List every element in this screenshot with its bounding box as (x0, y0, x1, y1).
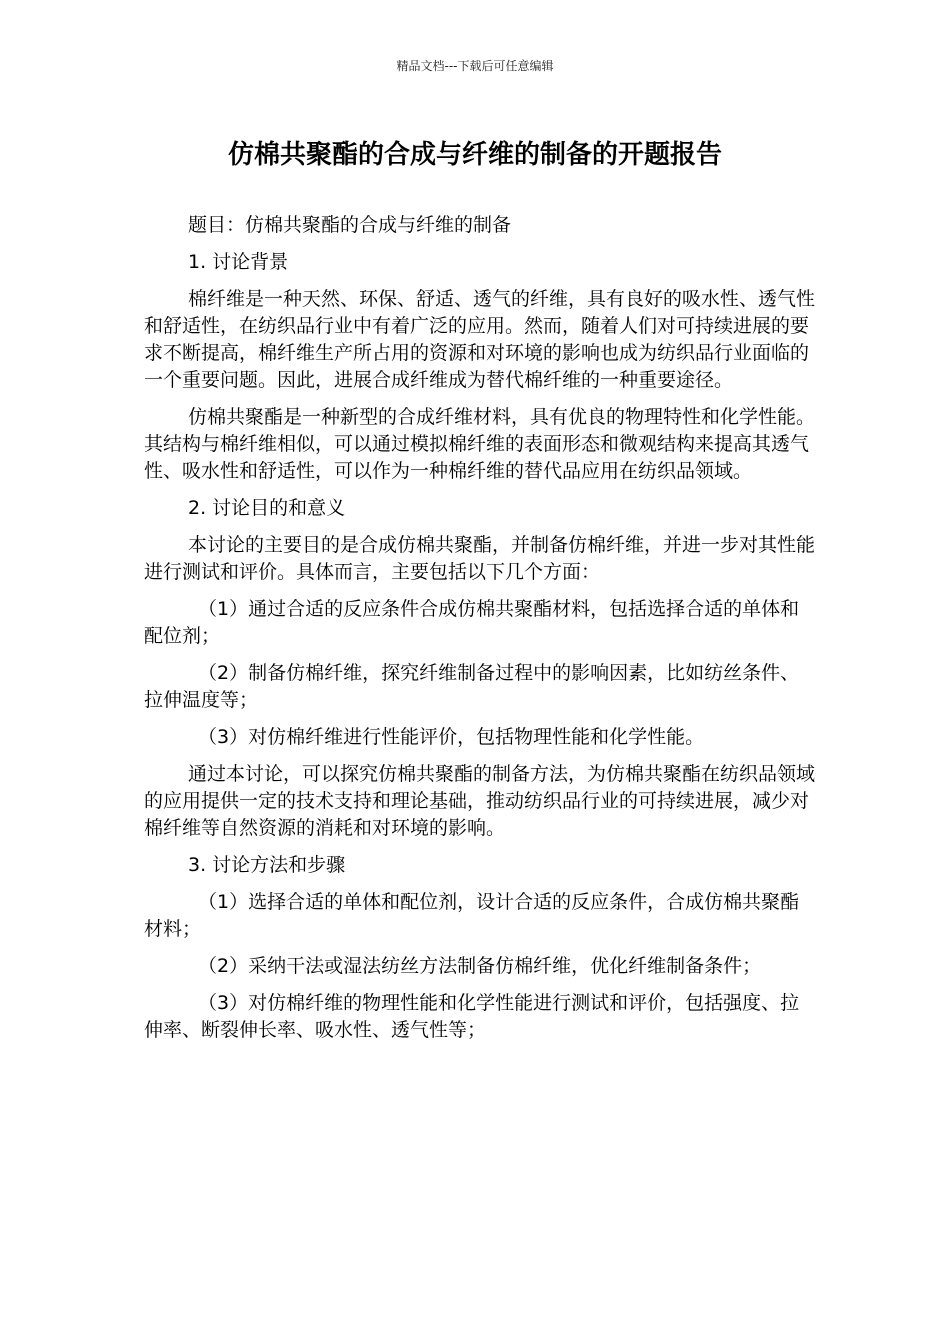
section2-heading: 2. 讨论目的和意义 (188, 497, 346, 519)
section1-heading: 1. 讨论背景 (188, 251, 289, 273)
document-body (144, 212, 816, 1054)
section2-paragraph-1: 本讨论的主要目的是合成仿棉共聚酯，并制备仿棉纤维，并进一步对其性能进行测试和评价。具体而言，主要包括以下几个方面： (144, 534, 816, 583)
section2-item-2: （2）制备仿棉纤维，探究纤维制备过程中的影响因素，比如纺丝条件、拉伸温度等； (144, 662, 800, 711)
section3-item-1: （1）选择合适的单体和配位剂，设计合适的反应条件，合成仿棉共聚酯材料； (144, 891, 800, 940)
section2-item-3: （3）对仿棉纤维进行性能评价，包括物理性能和化学性能。 (198, 726, 705, 748)
section3-item-3: （3）对仿棉纤维的物理性能和化学性能进行测试和评价，包括强度、拉伸率、断裂伸长率、吸水性、透气性等； (144, 992, 800, 1041)
section1-paragraph-2: 仿棉共聚酯是一种新型的合成纤维材料，具有优良的物理特性和化学性能。其结构与棉纤维相似，可以通过模拟棉纤维的表面形态和微观结构来提高其透气性、吸水性和舒适性，可以作为一种棉纤维的替代品应用在纺织品领域。 (144, 406, 816, 482)
document-title: 仿棉共聚酯的合成与纤维的制备的开题报告 (227, 140, 722, 170)
section3-heading: 3. 讨论方法和步骤 (188, 854, 346, 876)
header-note: 精品文档---下载后可任意编辑 (396, 59, 554, 73)
section3-item-2: （2）采纳干法或湿法纺丝方法制备仿棉纤维，优化纤维制备条件； (198, 955, 762, 977)
section1-paragraph-1: 棉纤维是一种天然、环保、舒适、透气的纤维，具有良好的吸水性、透气性和舒适性，在纺织品行业中有着广泛的应用。然而，随着人们对可持续进展的要求不断提高，棉纤维生产所占用的资源和对环境的影响也成为纺织品行业面临的一个重要问题。因此，进展合成纤维成为替代棉纤维的一种重要途径。 (144, 288, 816, 391)
section2-paragraph-2: 通过本讨论，可以探究仿棉共聚酯的制备方法，为仿棉共聚酯在纺织品领域的应用提供一定的技术支持和理论基础，推动纺织品行业的可持续进展，减少对棉纤维等自然资源的消耗和对环境的影响。 (144, 763, 816, 839)
topic-line: 题目：仿棉共聚酯的合成与纤维的制备 (188, 214, 512, 236)
section2-item-1: （1）通过合适的反应条件合成仿棉共聚酯材料，包括选择合适的单体和配位剂； (144, 598, 800, 647)
